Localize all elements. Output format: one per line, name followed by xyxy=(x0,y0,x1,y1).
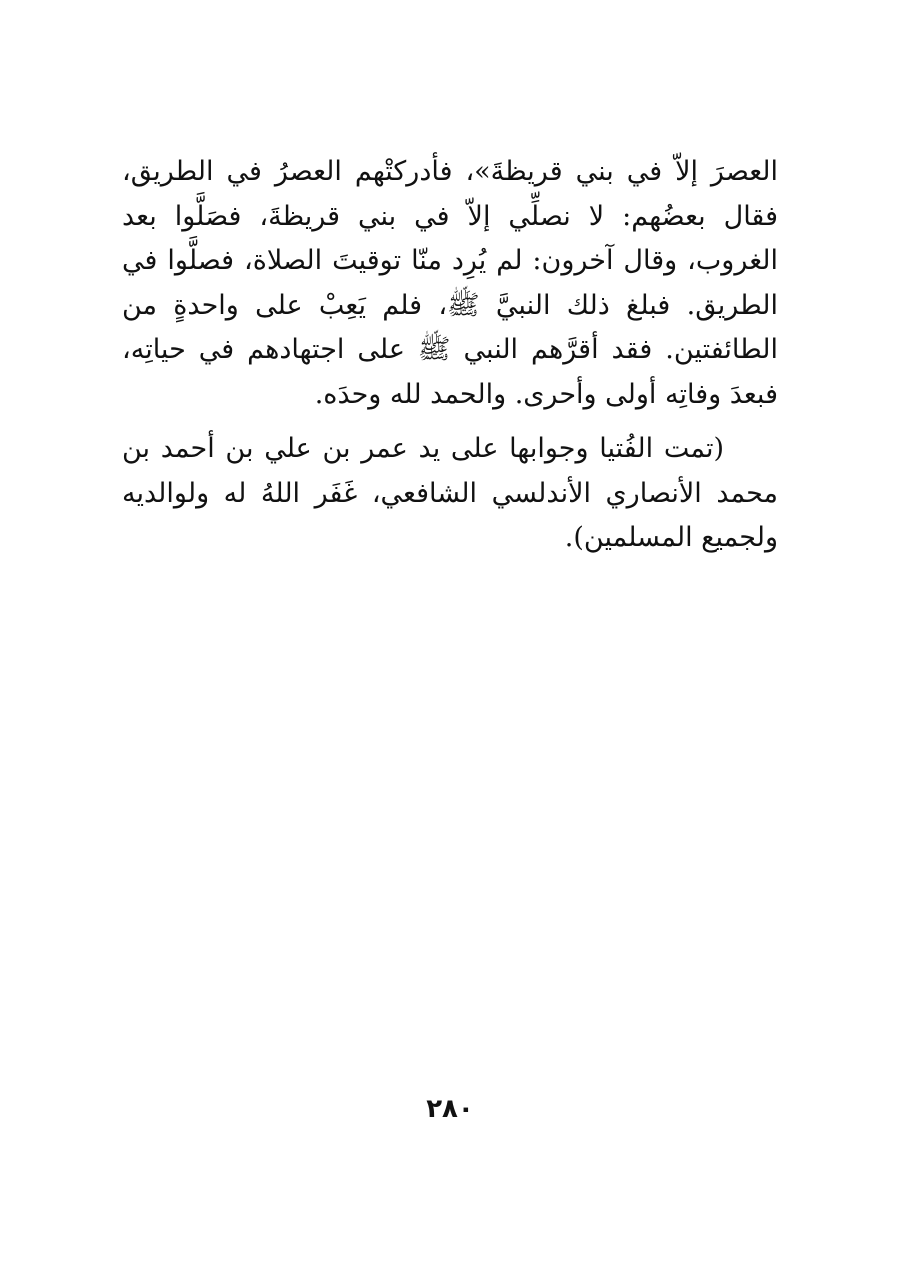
paragraph-hadith-conclusion: العصرَ إلاّ في بني قريظةَ»، فأدركتْهم العصرُ في الطريق، فقال بعضُهم: لا نصلِّي إلاّ في بني قريظةَ، فصَلَّوا بعد الغروب، وقال آخرون: لم يُرِد منّا توقيتَ الصلاة، فصلَّوا في الطريق. فبلغ ذلك النبيَّ ﷺ، فلم يَعِبْ على واحدةٍ من الطائفتين. فقد أقرَّهم النبي ﷺ على اجتهادهم في حياتِه، فبعدَ وفاتِه أولى وأحرى. والحمد لله وحدَه. xyxy=(122,156,778,410)
page-number: ٢٨٠ xyxy=(426,1094,474,1124)
paragraph-colophon: (تمت الفُتيا وجوابها على يد عمر بن علي بن أحمد بن محمد الأنصاري الأندلسي الشافعي، غَفَر اللهُ له ولوالديه ولجميع المسلمين). xyxy=(122,433,778,553)
body-text xyxy=(122,150,778,561)
